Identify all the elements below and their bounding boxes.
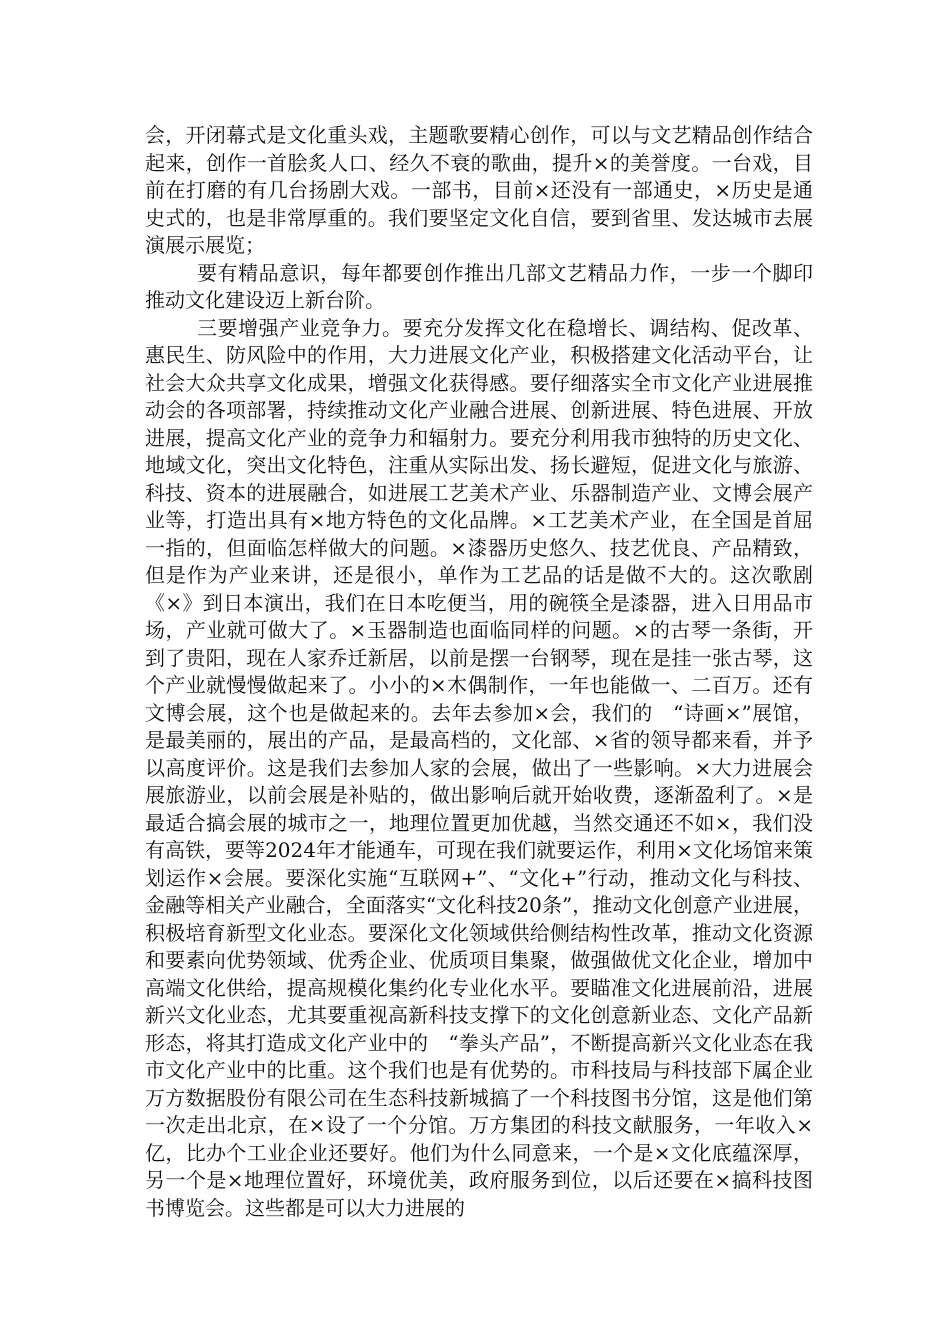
document-body	[145, 122, 813, 1222]
paragraph-1: 会，开闭幕式是文化重头戏，主题歌要精心创作，可以与文艺精品创作结合起来，创作一首脍炙人口、经久不衰的歌曲，提升×的美誉度。一台戏，目前在打磨的有几台扬剧大戏。一部书，目前×还没有一部通史，×历史是通史式的，也是非常厚重的。我们要坚定文化自信，要到省里、发达城市去展演展示展览；	[145, 123, 813, 257]
paragraph-3: 三要增强产业竞争力。要充分发挥文化在稳增长、调结构、促改革、惠民生、防风险中的作用，大力进展文化产业，积极搭建文化活动平台，让社会大众共享文化成果，增强文化获得感。要仔细落实全市文化产业进展推动会的各项部署，持续推动文化产业融合进展、创新进展、特色进展、开放进展，提高文化产业的竞争力和辐射力。要充分利用我市独特的历史文化、地域文化，突出文化特色，注重从实际出发、扬长避短，促进文化与旅游、科技、资本的进展融合，如进展工艺美术产业、乐器制造产业、文博会展产业等，打造出具有×地方特色的文化品牌。×工艺美术产业，在全国是首屈一指的，但面临怎样做大的问题。×漆器历史悠久、技艺优良、产品精致，但是作为产业来讲，还是很小，单作为工艺品的话是做不大的。这次歌剧《×》到日本演出，我们在日本吃便当，用的碗筷全是漆器，进入日用品市场，产业就可做大了。×玉器制造也面临同样的问题。×的古琴一条街，开到了贵阳，现在人家乔迁新居，以前是摆一台钢琴，现在是挂一张古琴，这个产业就慢慢做起来了。小小的×木偶制作，一年也能做一、二百万。还有文博会展，这个也是做起来的。去年去参加×会，我们的 “诗画×”展馆，是最美丽的，展出的产品，是最高档的，文化部、×省的领导都来看，并予以高度评价。这是我们去参加人家的会展，做出了一些影响。×大力进展会展旅游业，以前会展是补贴的，做出影响后就开始收费，逐渐盈利了。×是最适合搞会展的城市之一，地理位置更加优越，当然交通还不如×，我们没有高铁，要等2024年才能通车，可现在我们就要运作，利用×文化场馆来策划运作×会展。要深化实施“互联网+”、“文化+”行动，推动文化与科技、金融等相关产业融合，全面落实“文化科技20条”，推动文化创意产业进展，积极培育新型文化业态。要深化文化领域供给侧结构性改革，推动文化资源和要素向优势领域、优秀企业、优质项目集聚，做强做优文化企业，增加中高端文化供给，提高规模化集约化专业化水平。要瞄准文化进展前沿，进展新兴文化业态，尤其要重视高新科技支撑下的文化创意新业态、文化产品新形态，将其打造成文化产业中的 “拳头产品”，不断提高新兴文化业态在我市文化产业中的比重。这个我们也是有优势的。市科技局与科技部下属企业万方数据股份有限公司在生态科技新城搞了一个科技图书分馆，这是他们第一次走出北京，在×设了一个分馆。万方集团的科技文献服务，一年收入×亿，比办个工业企业还要好。他们为什么同意来，一个是×文化底蕴深厚，另一个是×地理位置好，环境优美，政府服务到位，以后还要在×搞科技图书博览会。这些都是可以大力进展的	[145, 315, 813, 1220]
paragraph-2: 要有精品意识，每年都要创作推出几部文艺精品力作，一步一个脚印推动文化建设迈上新台阶。	[145, 260, 813, 312]
